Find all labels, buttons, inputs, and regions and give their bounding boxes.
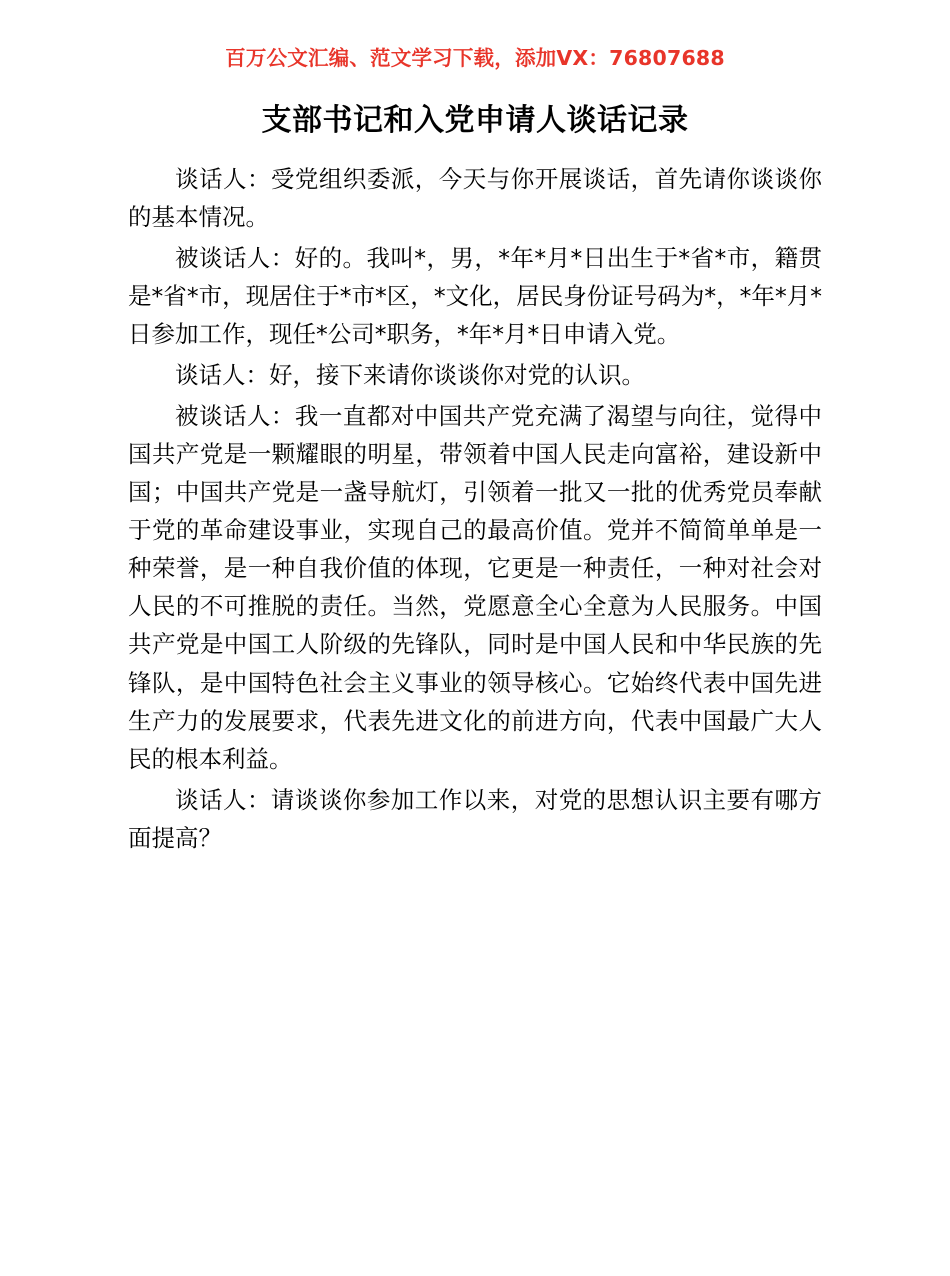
page-title: 支部书记和入党申请人谈话记录 <box>261 102 689 138</box>
paragraph-4: 被谈话人：我一直都对中国共产党充满了渴望与向往，觉得中国共产党是一颗耀眼的明星，带领着中国人民走向富裕，建设新中国；中国共产党是一盏导航灯，引领着一批又一批的优秀党员奉献于党的革命建设事业，实现自己的最高价值。党并不简简单单是一种荣誉，是一种自我价值的体现，它更是一种责任，一种对社会对人民的不可推脱的责任。当然，党愿意全心全意为人民服务。中国共产党是中国工人阶级的先锋队，同时是中国人民和中华民族的先锋队，是中国特色社会主义事业的领导核心。它始终代表中国先进生产力的发展要求，代表先进文化的前进方向，代表中国最广大人民的根本利益。 <box>128 402 822 773</box>
document-body <box>128 160 822 857</box>
paragraph-3: 谈话人：好，接下来请你谈谈你对党的认识。 <box>175 361 645 389</box>
paragraph-2: 被谈话人：好的。我叫*，男，*年*月*日出生于*省*市，籍贯是*省*市，现居住于*市*区，*文化，居民身份证号码为*，*年*月*日参加工作，现任*公司*职务，*年*月*日申请入党。 <box>128 243 822 348</box>
promo-watermark-text: 百万公文汇编、范文学习下载，添加VX：76807688 <box>225 46 725 70</box>
document-page <box>0 46 950 1276</box>
paragraph-5: 谈话人：请谈谈你参加工作以来，对党的思想认识主要有哪方面提高？ <box>128 785 822 852</box>
paragraph-1: 谈话人：受党组织委派，今天与你开展谈话，首先请你谈谈你的基本情况。 <box>128 164 822 231</box>
